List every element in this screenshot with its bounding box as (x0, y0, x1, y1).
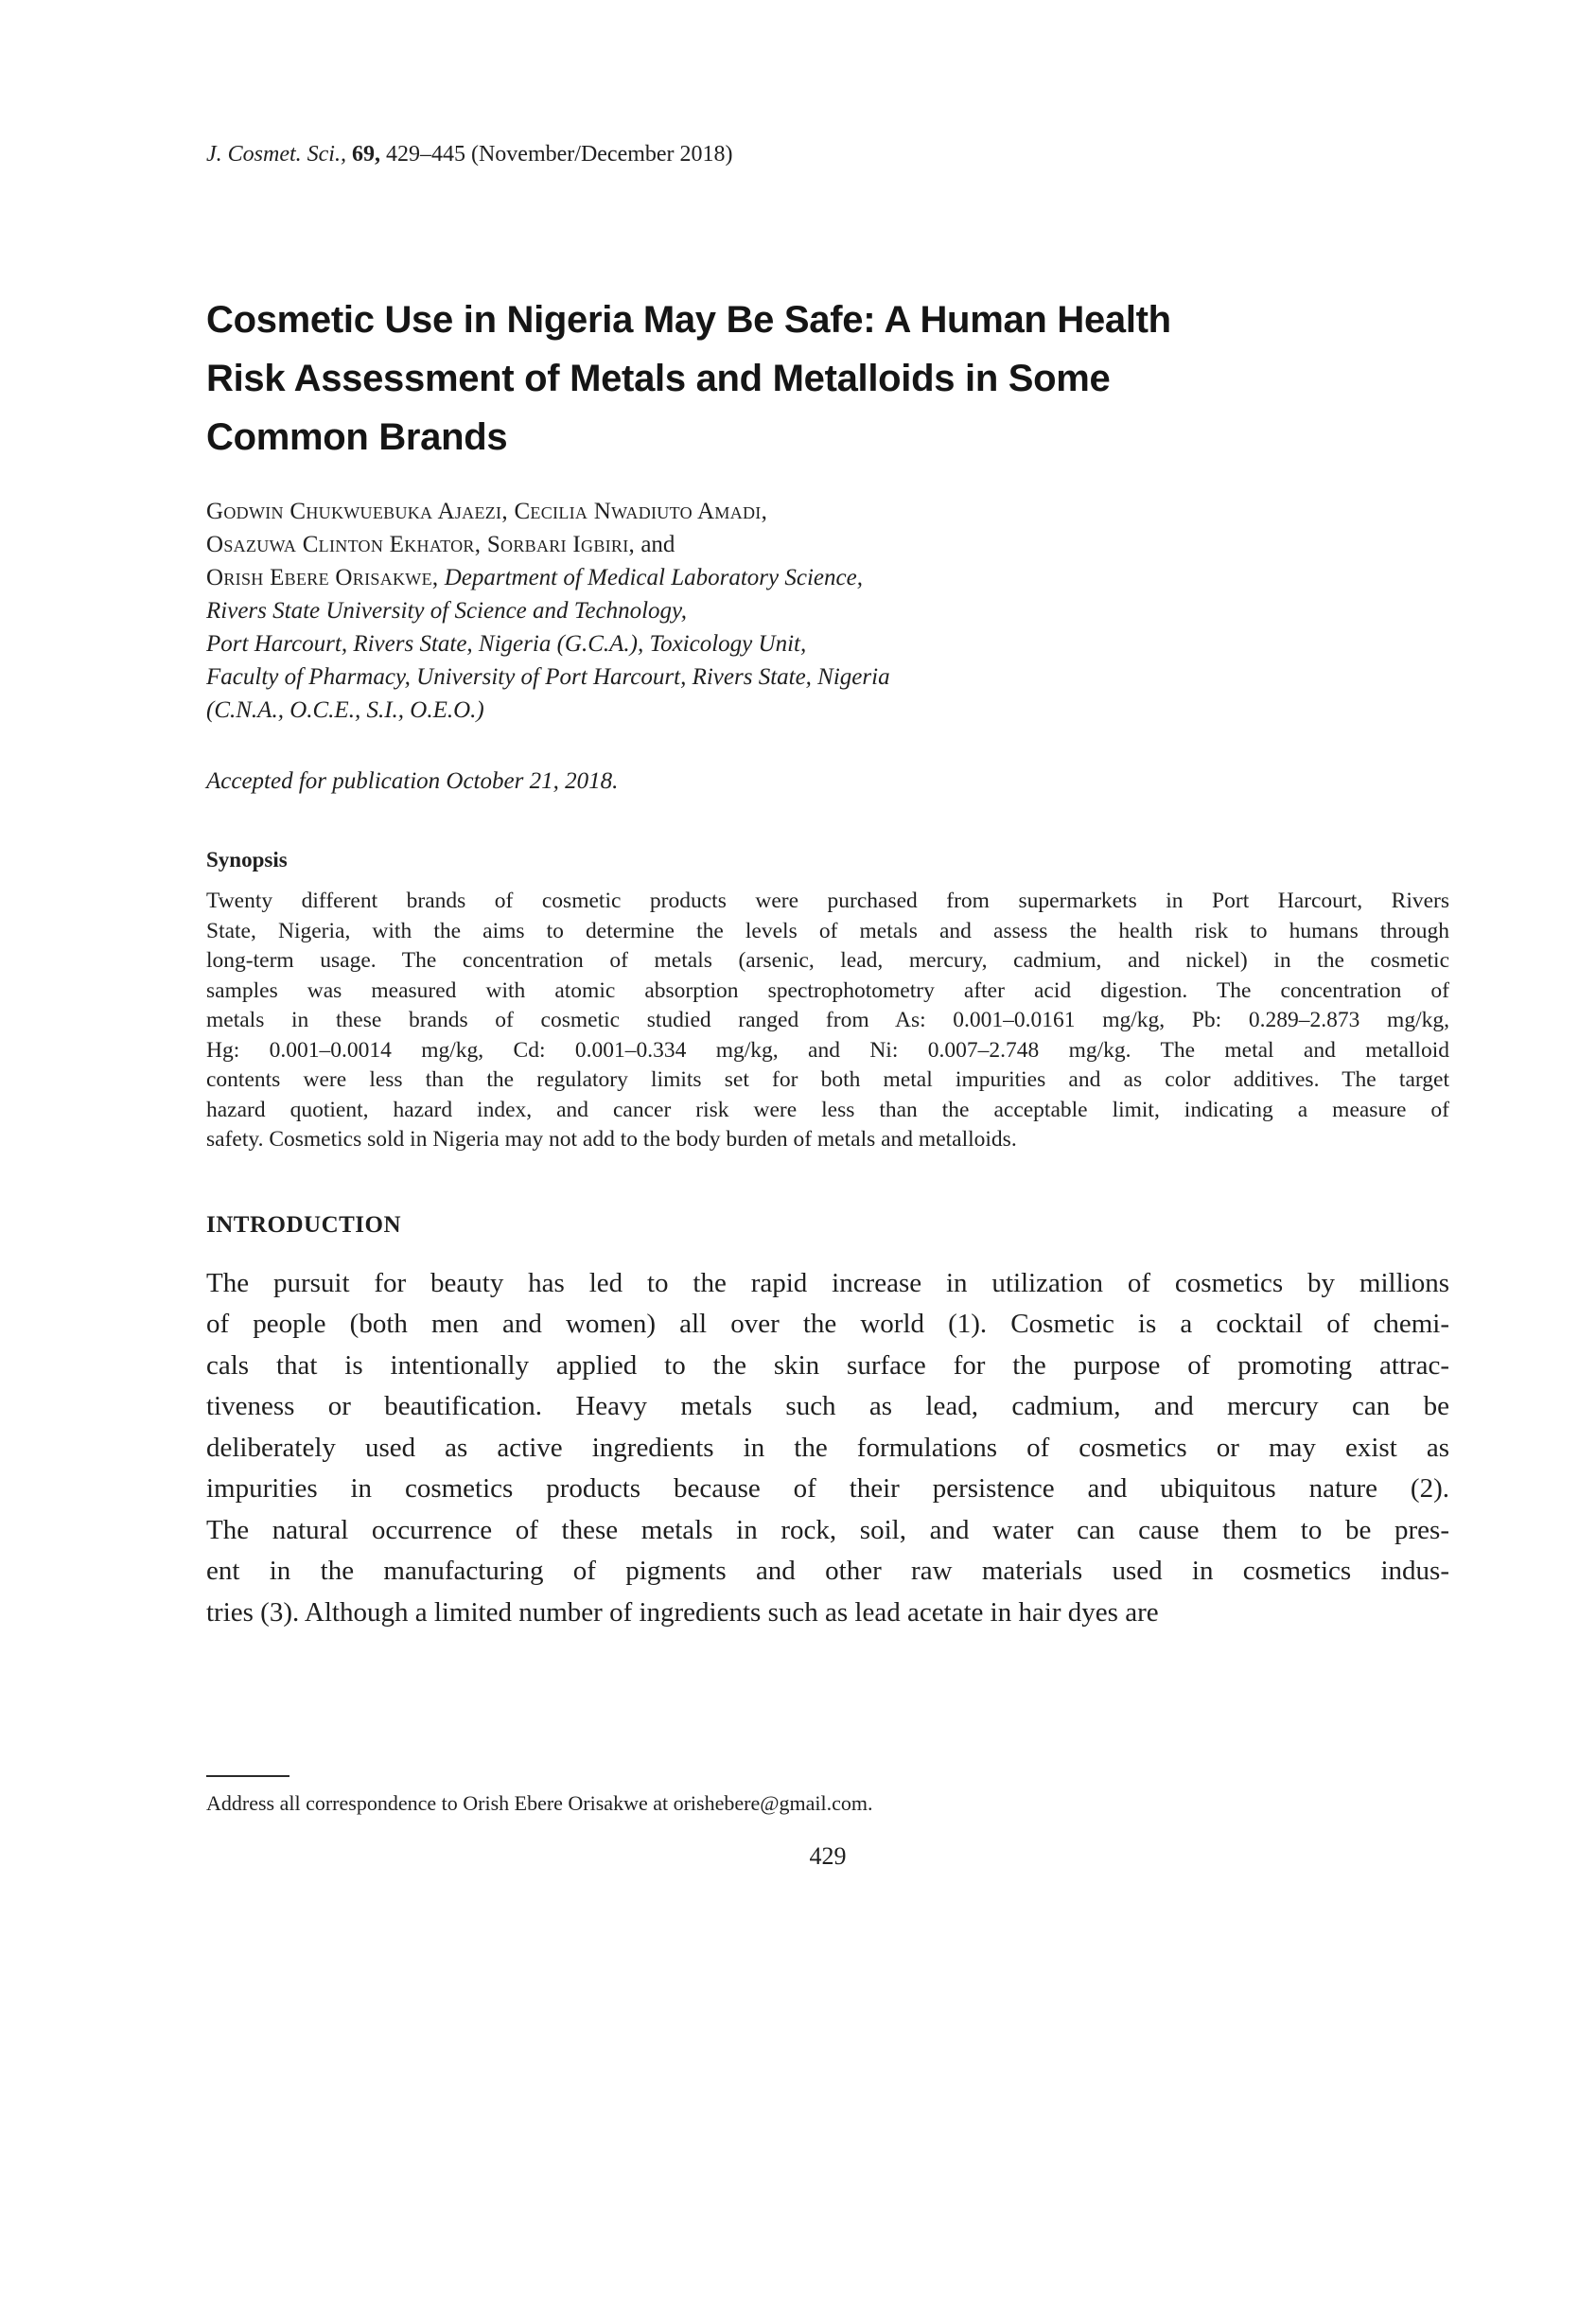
author-names: Godwin Chukwuebuka Ajaezi, Cecilia Nwadiuto Amadi, (206, 499, 768, 525)
author-names: Orish Ebere Orisakwe, (206, 565, 439, 591)
authors-line (206, 594, 1449, 627)
introduction-line: The pursuit for beauty has led to the rapid increase in utilization of cosmetics by millions (206, 1267, 1449, 1298)
article-title (206, 290, 1449, 466)
author-names: Osazuwa Clinton Ekhator, Sorbari Igbiri, (206, 532, 636, 558)
article-title-line: Cosmetic Use in Nigeria May Be Safe: A Human Health (206, 299, 1171, 342)
introduction-line: deliberately used as active ingredients in the formulations of cosmetics or may exist as (206, 1432, 1449, 1463)
introduction-line: tries (3). Although a limited number of ingredients such as lead acetate in hair dyes are (206, 1596, 1159, 1628)
author-affiliation: Rivers State University of Science and Technology, (206, 598, 687, 625)
synopsis-line: metals in these brands of cosmetic studied ranged from As: 0.001–0.0161 mg/kg, Pb: 0.289–2.873 mg/kg, (206, 1008, 1449, 1033)
authors-line (206, 495, 1449, 528)
journal-name: J. Cosmet. Sci., (206, 142, 352, 167)
author-affiliation: Port Harcourt, Rivers State, Nigeria (G.C.A.), Toxicology Unit, (206, 631, 807, 658)
article-title-line: Risk Assessment of Metals and Metalloids in Some (206, 358, 1111, 400)
synopsis-line: safety. Cosmetics sold in Nigeria may not add to the body burden of metals and metalloids. (206, 1127, 1017, 1153)
authors-line (206, 627, 1449, 660)
journal-citation-rest: 429–445 (November/December 2018) (385, 142, 733, 167)
synopsis-line: Twenty different brands of cosmetic products were purchased from supermarkets in Port Harcourt, Rivers (206, 889, 1449, 914)
author-initials: (C.N.A., O.C.E., S.I., O.E.O.) (206, 697, 484, 724)
synopsis-line: State, Nigeria, with the aims to determine the levels of metals and assess the health risk to humans through (206, 918, 1449, 943)
synopsis-line: hazard quotient, hazard index, and cancer risk were less than the acceptable limit, indicating a measure of (206, 1097, 1449, 1122)
footnote-block (206, 1775, 1449, 1818)
synopsis-heading: Synopsis (206, 848, 288, 872)
introduction-line: of people (both men and women) all over the world (1). Cosmetic is a cocktail of chemi- (206, 1309, 1449, 1340)
introduction-line: tiveness or beautification. Heavy metals such as lead, cadmium, and mercury can be (206, 1391, 1449, 1422)
authors-block (206, 495, 1449, 727)
journal-volume: 69, (351, 142, 386, 167)
introduction-paragraph (206, 1263, 1449, 1634)
authors-line (206, 694, 1449, 727)
authors-line (206, 561, 1449, 594)
author-affiliation: Faculty of Pharmacy, University of Port Harcourt, Rivers State, Nigeria (206, 664, 890, 691)
introduction-line: The natural occurrence of these metals in rock, soil, and water can cause them to be pres- (206, 1514, 1449, 1545)
synopsis-line: contents were less than the regulatory limits set for both metal impurities and as color additives. The target (206, 1067, 1449, 1093)
accepted-for-publication: Accepted for publication October 21, 2018. (206, 768, 619, 795)
synopsis-line: Hg: 0.001–0.0014 mg/kg, Cd: 0.001–0.334 mg/kg, and Ni: 0.007–2.748 mg/kg. The metal and metalloid (206, 1037, 1449, 1063)
synopsis-line: long-term usage. The concentration of metals (arsenic, lead, mercury, cadmium, and nickel) in the cosmetic (206, 948, 1449, 974)
footnote-rule (206, 1775, 289, 1777)
introduction-heading: INTRODUCTION (206, 1211, 402, 1238)
article-title-line: Common Brands (206, 416, 508, 459)
page-number: 429 (809, 1841, 847, 1870)
introduction-line: impurities in cosmetics products because of their persistence and ubiquitous nature (2). (206, 1473, 1449, 1505)
page-content (206, 140, 1449, 1871)
authors-line (206, 528, 1449, 561)
introduction-line: ent in the manufacturing of pigments and other raw materials used in cosmetics indus- (206, 1556, 1449, 1587)
journal-citation (206, 140, 1449, 169)
author-conjunction: and (635, 532, 675, 558)
correspondence-footnote: Address all correspondence to Orish Ebere Orisakwe at orishebere@gmail.com. (206, 1791, 873, 1816)
synopsis-line: samples was measured with atomic absorption spectrophotometry after acid digestion. The concentration of (206, 977, 1449, 1003)
introduction-line: cals that is intentionally applied to the skin surface for the purpose of promoting attrac- (206, 1349, 1449, 1381)
synopsis-paragraph (206, 887, 1449, 1154)
author-affiliation: Department of Medical Laboratory Science, (438, 565, 863, 591)
authors-line (206, 660, 1449, 694)
